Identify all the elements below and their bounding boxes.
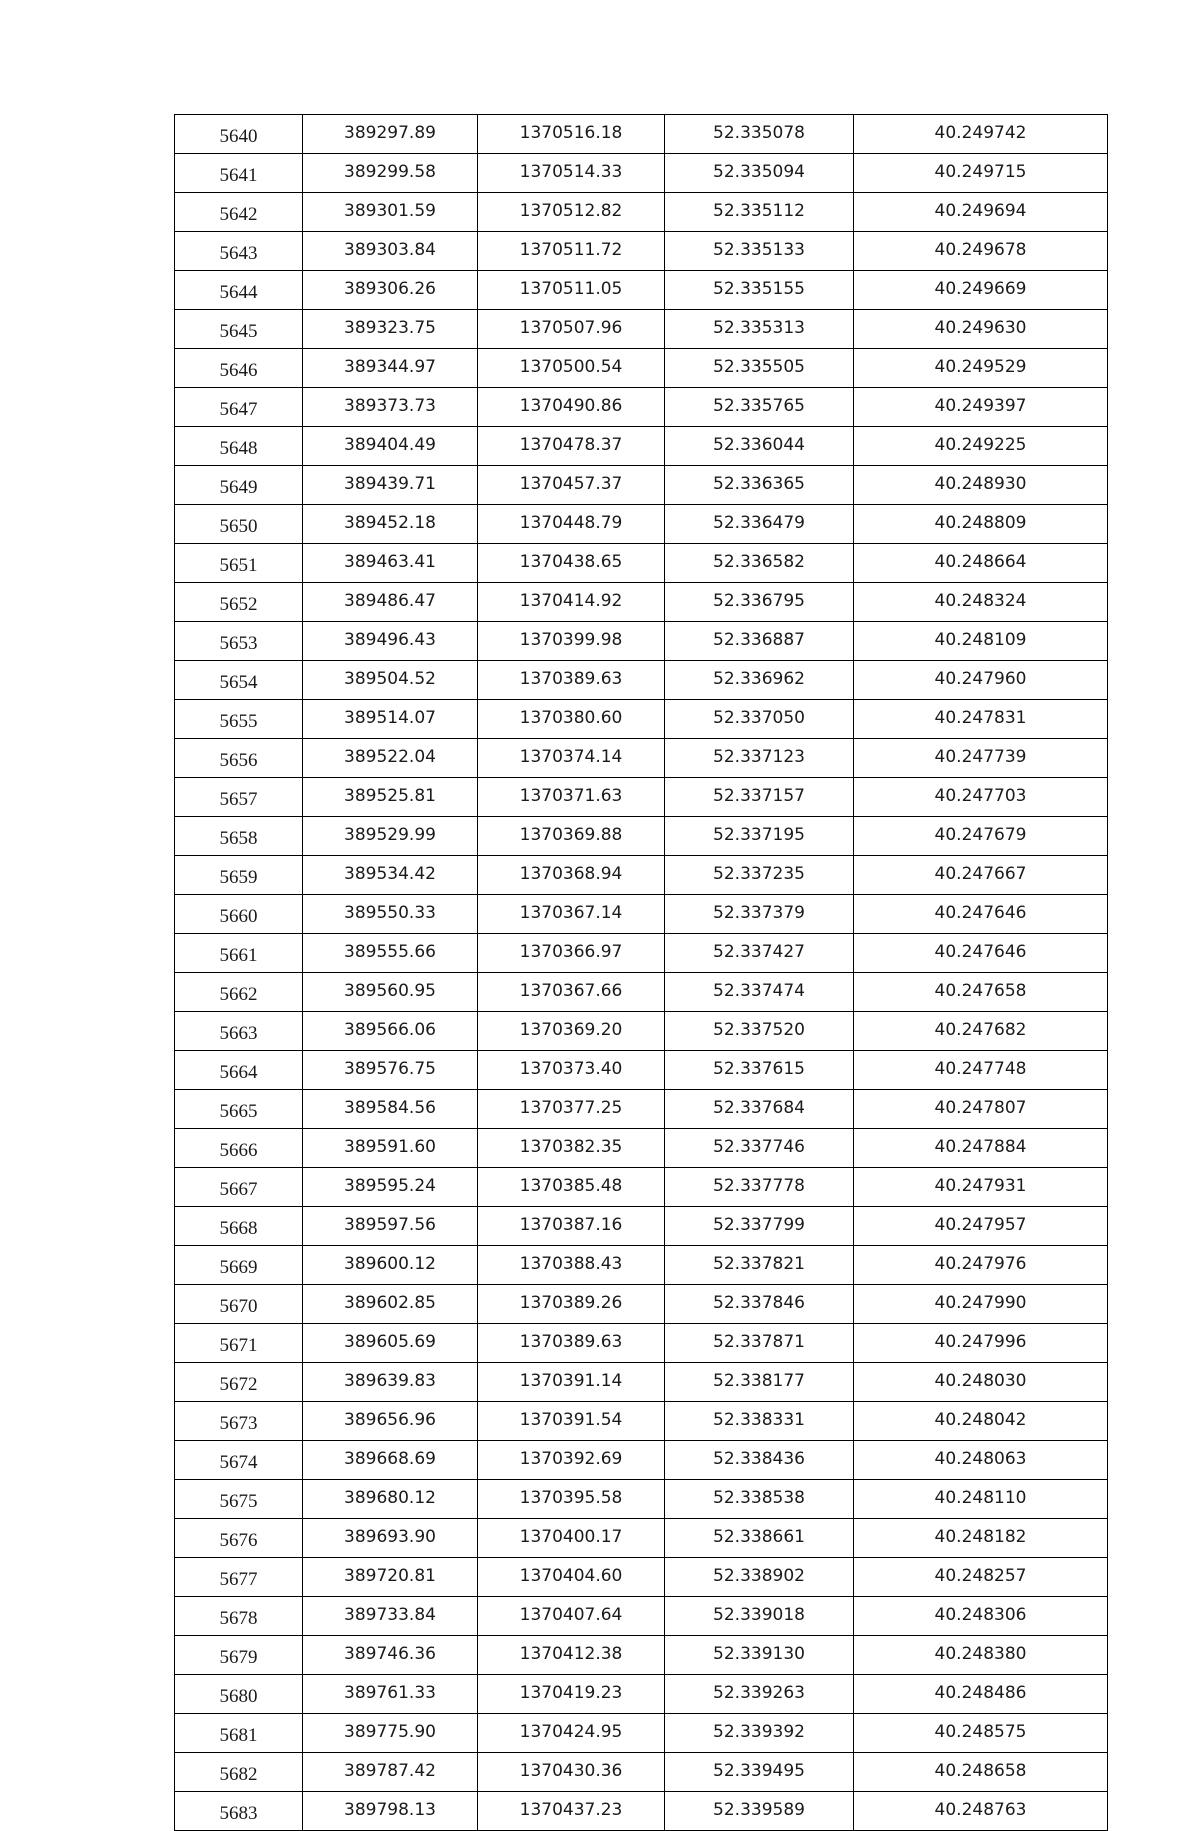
point-number-cell: 5659 (175, 856, 303, 895)
x-coordinate-cell: 389299.58 (303, 154, 478, 193)
latitude-cell: 52.337123 (665, 739, 854, 778)
point-number-cell: 5663 (175, 1012, 303, 1051)
latitude-cell: 52.337615 (665, 1051, 854, 1090)
y-coordinate-cell: 1370369.88 (478, 817, 665, 856)
table-row (175, 1675, 1108, 1714)
x-coordinate-cell: 389746.36 (303, 1636, 478, 1675)
point-number-cell: 5675 (175, 1480, 303, 1519)
longitude-cell: 40.249397 (854, 388, 1108, 427)
table-row (175, 622, 1108, 661)
table-row (175, 700, 1108, 739)
longitude-cell: 40.247831 (854, 700, 1108, 739)
table-row (175, 1519, 1108, 1558)
latitude-cell: 52.336887 (665, 622, 854, 661)
latitude-cell: 52.337195 (665, 817, 854, 856)
table-row (175, 973, 1108, 1012)
latitude-cell: 52.337778 (665, 1168, 854, 1207)
point-number-cell: 5682 (175, 1753, 303, 1792)
longitude-cell: 40.248486 (854, 1675, 1108, 1714)
x-coordinate-cell: 389323.75 (303, 310, 478, 349)
longitude-cell: 40.249669 (854, 271, 1108, 310)
longitude-cell: 40.247976 (854, 1246, 1108, 1285)
point-number-cell: 5667 (175, 1168, 303, 1207)
table-row (175, 1129, 1108, 1168)
point-number-cell: 5643 (175, 232, 303, 271)
longitude-cell: 40.249694 (854, 193, 1108, 232)
point-number-cell: 5673 (175, 1402, 303, 1441)
longitude-cell: 40.247884 (854, 1129, 1108, 1168)
x-coordinate-cell: 389680.12 (303, 1480, 478, 1519)
table-row (175, 778, 1108, 817)
latitude-cell: 52.338436 (665, 1441, 854, 1480)
latitude-cell: 52.339392 (665, 1714, 854, 1753)
point-number-cell: 5657 (175, 778, 303, 817)
longitude-cell: 40.248063 (854, 1441, 1108, 1480)
longitude-cell: 40.248809 (854, 505, 1108, 544)
x-coordinate-cell: 389303.84 (303, 232, 478, 271)
point-number-cell: 5662 (175, 973, 303, 1012)
y-coordinate-cell: 1370430.36 (478, 1753, 665, 1792)
table-row (175, 310, 1108, 349)
latitude-cell: 52.339263 (665, 1675, 854, 1714)
y-coordinate-cell: 1370514.33 (478, 154, 665, 193)
y-coordinate-cell: 1370500.54 (478, 349, 665, 388)
point-number-cell: 5672 (175, 1363, 303, 1402)
x-coordinate-cell: 389668.69 (303, 1441, 478, 1480)
point-number-cell: 5676 (175, 1519, 303, 1558)
y-coordinate-cell: 1370374.14 (478, 739, 665, 778)
y-coordinate-cell: 1370412.38 (478, 1636, 665, 1675)
longitude-cell: 40.247739 (854, 739, 1108, 778)
y-coordinate-cell: 1370388.43 (478, 1246, 665, 1285)
latitude-cell: 52.336582 (665, 544, 854, 583)
table-row (175, 1090, 1108, 1129)
x-coordinate-cell: 389514.07 (303, 700, 478, 739)
y-coordinate-cell: 1370395.58 (478, 1480, 665, 1519)
point-number-cell: 5658 (175, 817, 303, 856)
table-row (175, 1792, 1108, 1831)
longitude-cell: 40.247646 (854, 895, 1108, 934)
y-coordinate-cell: 1370399.98 (478, 622, 665, 661)
x-coordinate-cell: 389693.90 (303, 1519, 478, 1558)
table-row (175, 1363, 1108, 1402)
latitude-cell: 52.336365 (665, 466, 854, 505)
table-row (175, 1285, 1108, 1324)
point-number-cell: 5670 (175, 1285, 303, 1324)
latitude-cell: 52.335078 (665, 115, 854, 154)
latitude-cell: 52.337520 (665, 1012, 854, 1051)
latitude-cell: 52.339495 (665, 1753, 854, 1792)
y-coordinate-cell: 1370392.69 (478, 1441, 665, 1480)
point-number-cell: 5648 (175, 427, 303, 466)
y-coordinate-cell: 1370367.14 (478, 895, 665, 934)
point-number-cell: 5641 (175, 154, 303, 193)
latitude-cell: 52.335313 (665, 310, 854, 349)
x-coordinate-cell: 389584.56 (303, 1090, 478, 1129)
longitude-cell: 40.248380 (854, 1636, 1108, 1675)
latitude-cell: 52.336044 (665, 427, 854, 466)
longitude-cell: 40.248257 (854, 1558, 1108, 1597)
y-coordinate-cell: 1370407.64 (478, 1597, 665, 1636)
x-coordinate-cell: 389639.83 (303, 1363, 478, 1402)
x-coordinate-cell: 389798.13 (303, 1792, 478, 1831)
longitude-cell: 40.248763 (854, 1792, 1108, 1831)
point-number-cell: 5681 (175, 1714, 303, 1753)
x-coordinate-cell: 389486.47 (303, 583, 478, 622)
longitude-cell: 40.247957 (854, 1207, 1108, 1246)
longitude-cell: 40.248658 (854, 1753, 1108, 1792)
latitude-cell: 52.337379 (665, 895, 854, 934)
latitude-cell: 52.336479 (665, 505, 854, 544)
longitude-cell: 40.248306 (854, 1597, 1108, 1636)
point-number-cell: 5642 (175, 193, 303, 232)
longitude-cell: 40.248042 (854, 1402, 1108, 1441)
latitude-cell: 52.338902 (665, 1558, 854, 1597)
table-row (175, 232, 1108, 271)
table-row (175, 583, 1108, 622)
latitude-cell: 52.338538 (665, 1480, 854, 1519)
longitude-cell: 40.249678 (854, 232, 1108, 271)
y-coordinate-cell: 1370387.16 (478, 1207, 665, 1246)
longitude-cell: 40.249715 (854, 154, 1108, 193)
point-number-cell: 5656 (175, 739, 303, 778)
latitude-cell: 52.337684 (665, 1090, 854, 1129)
x-coordinate-cell: 389733.84 (303, 1597, 478, 1636)
table-row (175, 544, 1108, 583)
latitude-cell: 52.335765 (665, 388, 854, 427)
point-number-cell: 5640 (175, 115, 303, 154)
x-coordinate-cell: 389595.24 (303, 1168, 478, 1207)
latitude-cell: 52.335094 (665, 154, 854, 193)
x-coordinate-cell: 389560.95 (303, 973, 478, 1012)
y-coordinate-cell: 1370437.23 (478, 1792, 665, 1831)
latitude-cell: 52.337157 (665, 778, 854, 817)
x-coordinate-cell: 389566.06 (303, 1012, 478, 1051)
table-row (175, 739, 1108, 778)
x-coordinate-cell: 389452.18 (303, 505, 478, 544)
longitude-cell: 40.248110 (854, 1480, 1108, 1519)
latitude-cell: 52.338661 (665, 1519, 854, 1558)
y-coordinate-cell: 1370368.94 (478, 856, 665, 895)
x-coordinate-cell: 389787.42 (303, 1753, 478, 1792)
point-number-cell: 5660 (175, 895, 303, 934)
latitude-cell: 52.337235 (665, 856, 854, 895)
point-number-cell: 5649 (175, 466, 303, 505)
y-coordinate-cell: 1370382.35 (478, 1129, 665, 1168)
y-coordinate-cell: 1370511.05 (478, 271, 665, 310)
x-coordinate-cell: 389576.75 (303, 1051, 478, 1090)
point-number-cell: 5653 (175, 622, 303, 661)
latitude-cell: 52.337821 (665, 1246, 854, 1285)
table-row (175, 1597, 1108, 1636)
table-row (175, 1402, 1108, 1441)
longitude-cell: 40.249225 (854, 427, 1108, 466)
table-row (175, 388, 1108, 427)
point-number-cell: 5654 (175, 661, 303, 700)
point-number-cell: 5683 (175, 1792, 303, 1831)
x-coordinate-cell: 389344.97 (303, 349, 478, 388)
x-coordinate-cell: 389775.90 (303, 1714, 478, 1753)
y-coordinate-cell: 1370419.23 (478, 1675, 665, 1714)
x-coordinate-cell: 389597.56 (303, 1207, 478, 1246)
longitude-cell: 40.248575 (854, 1714, 1108, 1753)
longitude-cell: 40.247646 (854, 934, 1108, 973)
x-coordinate-cell: 389555.66 (303, 934, 478, 973)
latitude-cell: 52.335505 (665, 349, 854, 388)
point-number-cell: 5666 (175, 1129, 303, 1168)
longitude-cell: 40.247703 (854, 778, 1108, 817)
point-number-cell: 5646 (175, 349, 303, 388)
longitude-cell: 40.247996 (854, 1324, 1108, 1363)
point-number-cell: 5652 (175, 583, 303, 622)
point-number-cell: 5664 (175, 1051, 303, 1090)
point-number-cell: 5680 (175, 1675, 303, 1714)
x-coordinate-cell: 389301.59 (303, 193, 478, 232)
y-coordinate-cell: 1370490.86 (478, 388, 665, 427)
latitude-cell: 52.339018 (665, 1597, 854, 1636)
latitude-cell: 52.337427 (665, 934, 854, 973)
latitude-cell: 52.337050 (665, 700, 854, 739)
latitude-cell: 52.336962 (665, 661, 854, 700)
point-number-cell: 5665 (175, 1090, 303, 1129)
y-coordinate-cell: 1370516.18 (478, 115, 665, 154)
latitude-cell: 52.339130 (665, 1636, 854, 1675)
point-number-cell: 5671 (175, 1324, 303, 1363)
longitude-cell: 40.248030 (854, 1363, 1108, 1402)
table-row (175, 1480, 1108, 1519)
x-coordinate-cell: 389591.60 (303, 1129, 478, 1168)
table-row (175, 856, 1108, 895)
latitude-cell: 52.337799 (665, 1207, 854, 1246)
table-row (175, 895, 1108, 934)
y-coordinate-cell: 1370366.97 (478, 934, 665, 973)
longitude-cell: 40.249630 (854, 310, 1108, 349)
table-row (175, 1441, 1108, 1480)
point-number-cell: 5678 (175, 1597, 303, 1636)
table-row (175, 1051, 1108, 1090)
y-coordinate-cell: 1370367.66 (478, 973, 665, 1012)
point-number-cell: 5677 (175, 1558, 303, 1597)
table-row (175, 271, 1108, 310)
point-number-cell: 5668 (175, 1207, 303, 1246)
x-coordinate-cell: 389373.73 (303, 388, 478, 427)
point-number-cell: 5655 (175, 700, 303, 739)
table-row (175, 349, 1108, 388)
longitude-cell: 40.247748 (854, 1051, 1108, 1090)
y-coordinate-cell: 1370380.60 (478, 700, 665, 739)
y-coordinate-cell: 1370512.82 (478, 193, 665, 232)
latitude-cell: 52.337746 (665, 1129, 854, 1168)
y-coordinate-cell: 1370438.65 (478, 544, 665, 583)
point-number-cell: 5645 (175, 310, 303, 349)
x-coordinate-cell: 389525.81 (303, 778, 478, 817)
table-row (175, 1168, 1108, 1207)
y-coordinate-cell: 1370389.26 (478, 1285, 665, 1324)
y-coordinate-cell: 1370369.20 (478, 1012, 665, 1051)
y-coordinate-cell: 1370400.17 (478, 1519, 665, 1558)
longitude-cell: 40.247807 (854, 1090, 1108, 1129)
longitude-cell: 40.248664 (854, 544, 1108, 583)
point-number-cell: 5650 (175, 505, 303, 544)
coordinates-table (174, 114, 1108, 1831)
x-coordinate-cell: 389761.33 (303, 1675, 478, 1714)
x-coordinate-cell: 389550.33 (303, 895, 478, 934)
table-row (175, 193, 1108, 232)
table-row (175, 817, 1108, 856)
table-row (175, 505, 1108, 544)
longitude-cell: 40.247682 (854, 1012, 1108, 1051)
latitude-cell: 52.335133 (665, 232, 854, 271)
x-coordinate-cell: 389602.85 (303, 1285, 478, 1324)
x-coordinate-cell: 389496.43 (303, 622, 478, 661)
longitude-cell: 40.249529 (854, 349, 1108, 388)
x-coordinate-cell: 389404.49 (303, 427, 478, 466)
table-row (175, 154, 1108, 193)
table-row (175, 934, 1108, 973)
latitude-cell: 52.338177 (665, 1363, 854, 1402)
table-row (175, 1324, 1108, 1363)
table-row (175, 1012, 1108, 1051)
table-row (175, 1246, 1108, 1285)
x-coordinate-cell: 389720.81 (303, 1558, 478, 1597)
x-coordinate-cell: 389534.42 (303, 856, 478, 895)
x-coordinate-cell: 389504.52 (303, 661, 478, 700)
longitude-cell: 40.247667 (854, 856, 1108, 895)
x-coordinate-cell: 389439.71 (303, 466, 478, 505)
longitude-cell: 40.247990 (854, 1285, 1108, 1324)
longitude-cell: 40.248324 (854, 583, 1108, 622)
table-row (175, 1753, 1108, 1792)
longitude-cell: 40.248109 (854, 622, 1108, 661)
table-row (175, 1207, 1108, 1246)
longitude-cell: 40.247960 (854, 661, 1108, 700)
coordinates-table-body (175, 115, 1108, 1831)
y-coordinate-cell: 1370424.95 (478, 1714, 665, 1753)
y-coordinate-cell: 1370385.48 (478, 1168, 665, 1207)
longitude-cell: 40.247931 (854, 1168, 1108, 1207)
latitude-cell: 52.339589 (665, 1792, 854, 1831)
latitude-cell: 52.337846 (665, 1285, 854, 1324)
y-coordinate-cell: 1370448.79 (478, 505, 665, 544)
latitude-cell: 52.335112 (665, 193, 854, 232)
latitude-cell: 52.336795 (665, 583, 854, 622)
y-coordinate-cell: 1370371.63 (478, 778, 665, 817)
point-number-cell: 5669 (175, 1246, 303, 1285)
point-number-cell: 5647 (175, 388, 303, 427)
x-coordinate-cell: 389297.89 (303, 115, 478, 154)
point-number-cell: 5651 (175, 544, 303, 583)
latitude-cell: 52.337474 (665, 973, 854, 1012)
point-number-cell: 5644 (175, 271, 303, 310)
table-row (175, 1636, 1108, 1675)
y-coordinate-cell: 1370389.63 (478, 1324, 665, 1363)
y-coordinate-cell: 1370414.92 (478, 583, 665, 622)
longitude-cell: 40.248182 (854, 1519, 1108, 1558)
x-coordinate-cell: 389522.04 (303, 739, 478, 778)
y-coordinate-cell: 1370389.63 (478, 661, 665, 700)
x-coordinate-cell: 389529.99 (303, 817, 478, 856)
y-coordinate-cell: 1370391.14 (478, 1363, 665, 1402)
x-coordinate-cell: 389656.96 (303, 1402, 478, 1441)
y-coordinate-cell: 1370478.37 (478, 427, 665, 466)
y-coordinate-cell: 1370507.96 (478, 310, 665, 349)
longitude-cell: 40.247658 (854, 973, 1108, 1012)
x-coordinate-cell: 389600.12 (303, 1246, 478, 1285)
longitude-cell: 40.247679 (854, 817, 1108, 856)
point-number-cell: 5679 (175, 1636, 303, 1675)
table-row (175, 466, 1108, 505)
table-row (175, 661, 1108, 700)
x-coordinate-cell: 389306.26 (303, 271, 478, 310)
latitude-cell: 52.335155 (665, 271, 854, 310)
y-coordinate-cell: 1370457.37 (478, 466, 665, 505)
y-coordinate-cell: 1370391.54 (478, 1402, 665, 1441)
table-row (175, 1714, 1108, 1753)
table-row (175, 1558, 1108, 1597)
point-number-cell: 5674 (175, 1441, 303, 1480)
y-coordinate-cell: 1370511.72 (478, 232, 665, 271)
longitude-cell: 40.248930 (854, 466, 1108, 505)
x-coordinate-cell: 389605.69 (303, 1324, 478, 1363)
table-row (175, 427, 1108, 466)
x-coordinate-cell: 389463.41 (303, 544, 478, 583)
latitude-cell: 52.338331 (665, 1402, 854, 1441)
y-coordinate-cell: 1370373.40 (478, 1051, 665, 1090)
table-row (175, 115, 1108, 154)
y-coordinate-cell: 1370377.25 (478, 1090, 665, 1129)
y-coordinate-cell: 1370404.60 (478, 1558, 665, 1597)
point-number-cell: 5661 (175, 934, 303, 973)
longitude-cell: 40.249742 (854, 115, 1108, 154)
latitude-cell: 52.337871 (665, 1324, 854, 1363)
